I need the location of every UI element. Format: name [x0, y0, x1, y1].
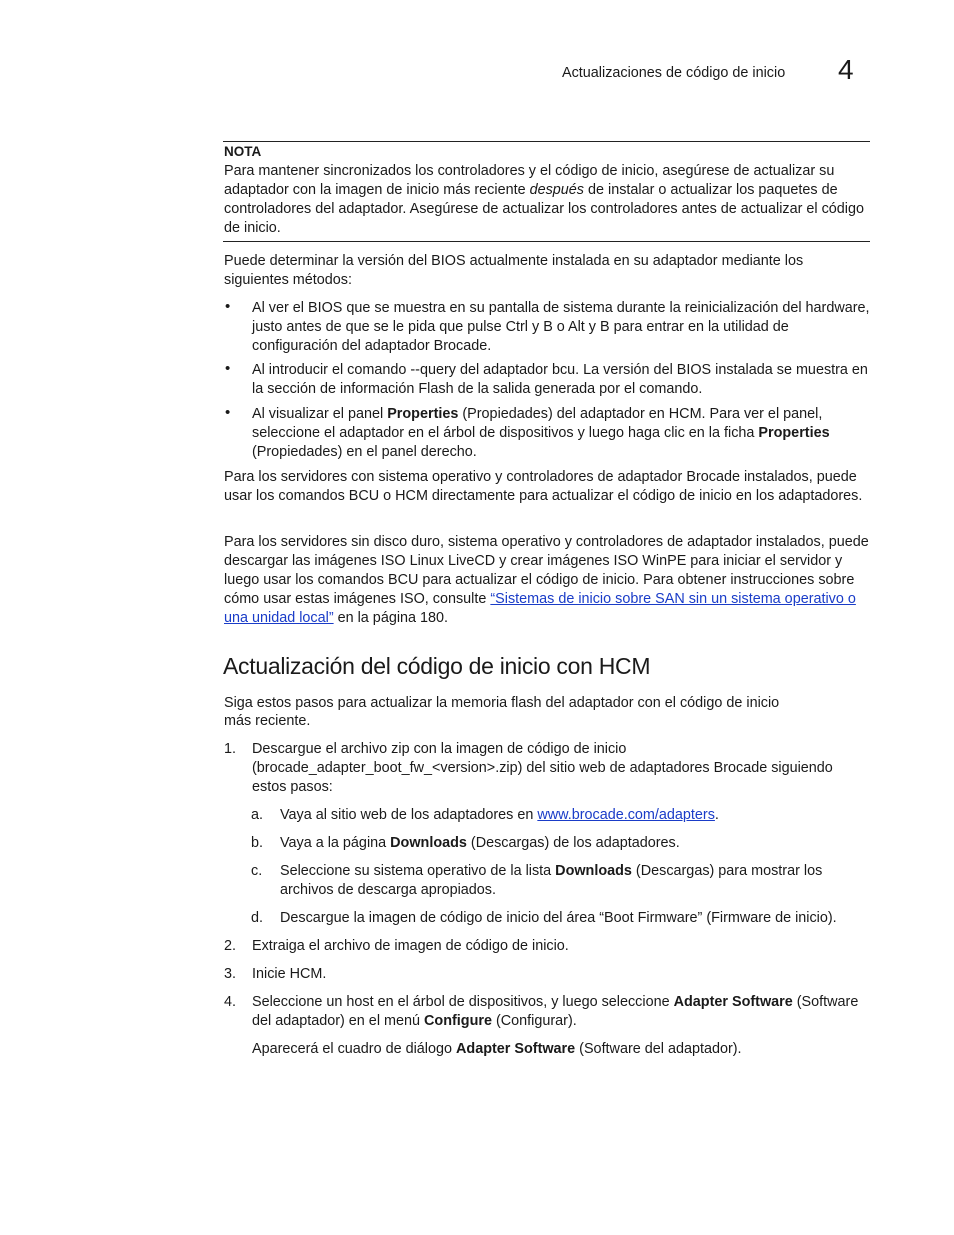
step-4-text: Seleccione un host en el árbol de dispositivos, y luego seleccione Adapter Software (Software del adaptador) en el menú Configure (Configurar).: [252, 994, 859, 1029]
note-label: NOTA: [224, 144, 262, 159]
bullet-dot: •: [225, 404, 231, 421]
link-brocade-adapters[interactable]: www.brocade.com/adapters: [537, 807, 715, 823]
running-title: Actualizaciones de código de inicio: [562, 65, 786, 81]
substep-b-text: Vaya a la página Downloads (Descargas) de los adaptadores.: [280, 835, 680, 851]
substep-d-text: Descargue la imagen de código de inicio del área “Boot Firmware” (Firmware de inicio).: [280, 910, 837, 926]
note-text: Para mantener sincronizados los controladores y el código de inicio, asegúrese de actualizar su adaptador con la imagen de inicio más reciente después de instalar o actualizar los paquetes de controladores del adaptador. Asegúrese de actualizar los controladores antes de actualizar el código de inicio.: [224, 163, 864, 236]
substep-letter: b.: [251, 835, 264, 851]
section-heading: Actualización del código de inicio con HCM: [223, 653, 651, 679]
substep-letter: d.: [251, 910, 264, 926]
bullet-item-bios-screen: Al ver el BIOS que se muestra en su pantalla de sistema durante la reinicialización del hardware, justo antes de que se le pida que pulse Ctrl y B o Alt y B para entrar en la utilidad de configuración del adaptador Brocade.: [252, 300, 870, 354]
section-intro-line-1: Siga estos pasos para actualizar la memoria flash del adaptador con el código de inicio: [224, 695, 780, 711]
substep-c-text: Seleccione su sistema operativo de la lista Downloads (Descargas) para mostrar los archivos de descarga apropiados.: [280, 863, 823, 898]
link-san-boot-section[interactable]: “Sistemas de inicio sobre SAN sin un sistema operativo o una unidad local”: [224, 591, 856, 626]
step-2-text: Extraiga el archivo de imagen de código de inicio.: [252, 938, 569, 954]
step-number: 4.: [224, 994, 237, 1010]
bullet-dot: •: [225, 298, 231, 315]
note-top-rule: [223, 141, 870, 142]
step-number: 2.: [224, 938, 237, 954]
chapter-number: 4: [838, 54, 854, 85]
step-4-result: Aparecerá el cuadro de diálogo Adapter Software (Software del adaptador).: [252, 1041, 742, 1057]
substep-a-text: Vaya al sitio web de los adaptadores en www.brocade.com/adapters.: [280, 807, 719, 823]
paragraph-bcu-hcm: Para los servidores con sistema operativo y controladores de adaptador Brocade instalados, puede usar los comandos BCU o HCM directamente para actualizar el código de inicio en los adaptadores.: [224, 469, 863, 504]
substep-letter: c.: [251, 863, 263, 879]
bullet-item-hcm-properties: Al visualizar el panel Properties (Propiedades) del adaptador en HCM. Para ver el panel, seleccione el adaptador en el árbol de dispositivos y luego haga clic en la ficha Properties (Propiedades) en el panel derecho.: [252, 406, 830, 460]
bullet-item-bcu-query: Al introducir el comando --query del adaptador bcu. La versión del BIOS instalada se muestra en la sección de información Flash de la salida generada por el comando.: [252, 362, 868, 397]
paragraph-iso-images: Para los servidores sin disco duro, sistema operativo y controladores de adaptador instalados, puede descargar las imágenes ISO Linux LiveCD y crear imágenes ISO WinPE para iniciar el servidor y luego usar los comandos BCU para actualizar el código de inicio. Para obtener instrucciones sobre cómo usar estas imágenes ISO, consulte “Sistemas de inicio sobre SAN sin un sistema operativo o una unidad local” en la página 180.: [224, 534, 869, 626]
bullet-dot: •: [225, 360, 231, 377]
intro-paragraph: Puede determinar la versión del BIOS actualmente instalada en su adaptador mediante los siguientes métodos:: [224, 253, 804, 288]
step-3-text: Inicie HCM.: [252, 966, 327, 982]
step-number: 1.: [224, 741, 237, 757]
step-1-text: Descargue el archivo zip con la imagen de código de inicio (brocade_adapter_boot_fw_<version>.zip) del sitio web de adaptadores Brocade siguiendo estos pasos:: [252, 741, 833, 795]
substep-letter: a.: [251, 807, 264, 823]
step-number: 3.: [224, 966, 237, 982]
note-bottom-rule: [223, 241, 870, 242]
section-intro-line-2: más reciente.: [224, 713, 311, 729]
